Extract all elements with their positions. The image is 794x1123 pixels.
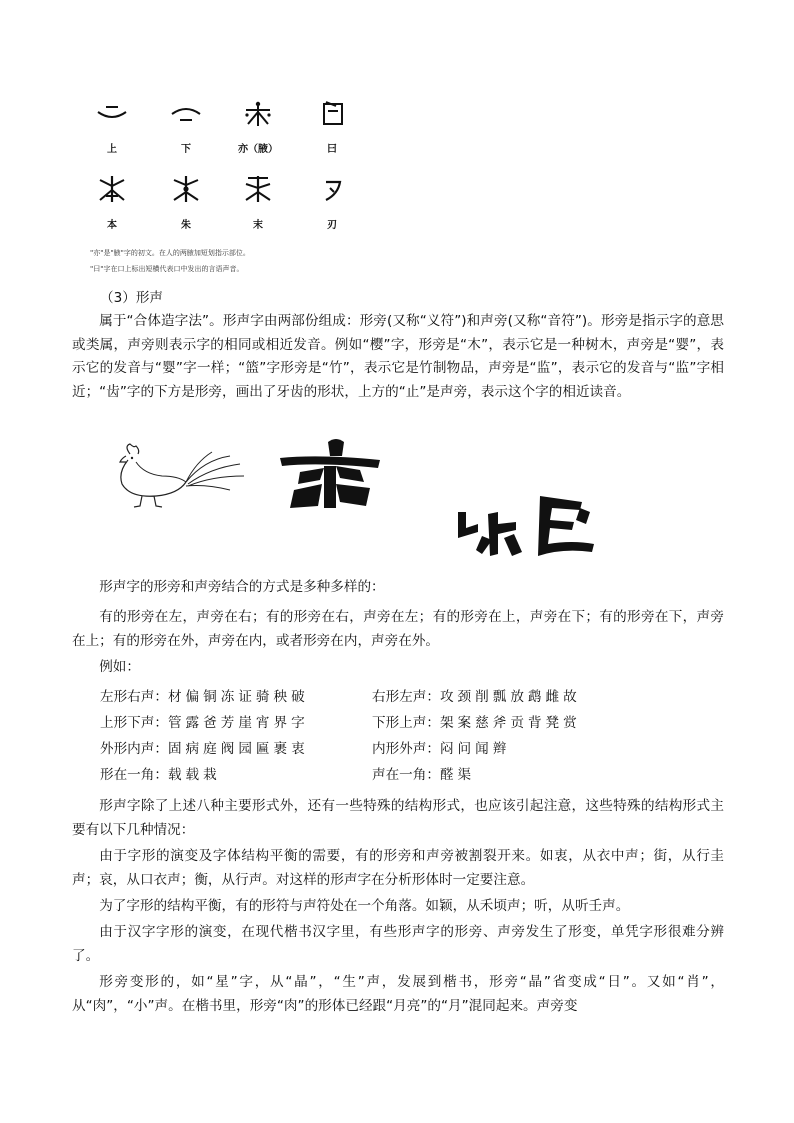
example-top-form-bottom-sound <box>100 711 309 731</box>
glyph-label: 上 <box>107 144 117 155</box>
paragraph-form-change: 由于汉字字形的演变，在现代楷书汉字里，有些形声字的形旁、声旁发生了形变，单凭字形很难分辨了。 <box>72 924 724 964</box>
example-chars: 载载栽 <box>167 767 221 783</box>
glyph-label: 本 <box>107 220 117 231</box>
example-label: 内形外声： <box>372 741 440 757</box>
example-chars: 管露爸芳崖宵界字 <box>167 715 309 731</box>
example-label: 右形左声： <box>372 689 440 705</box>
paragraph-combination-types: 有的形旁在左，声旁在右；有的形旁在右，声旁在左；有的形旁在上，声旁在下；有的形旁在下，声旁在上；有的形旁在外，声旁在内，或者形旁在内，声旁在外。 <box>72 609 724 649</box>
glyph-cell-ben <box>82 174 142 231</box>
example-chars: 醛渠 <box>439 767 476 783</box>
paragraph-split-components: 由于字形的演变及字体结构平衡的需要，有的形旁和声旁被割裂开来。如衷，从衣中声；街，从行圭声；哀，从口衣声；衡，从行声。对这样的形声字在分析形体时一定要注意。 <box>72 848 724 888</box>
section-heading: （3）形声 <box>100 290 164 306</box>
glyph-cell-xia <box>156 100 216 155</box>
example-chars: 材偏铜冻证骑秧破 <box>167 689 309 705</box>
example-right-form-left-sound <box>372 685 581 705</box>
glyph-label: 曰 <box>327 144 337 155</box>
glyph-cell-mo <box>228 174 288 231</box>
glyph-label: 朱 <box>181 220 191 231</box>
example-sound-in-corner <box>372 763 475 783</box>
glyph-label: 下 <box>181 144 191 155</box>
example-left-form-right-sound <box>100 685 309 705</box>
rooster-illustration <box>100 442 248 508</box>
glyph-label: 刃 <box>327 220 337 231</box>
example-outer-form-inner-sound <box>100 737 309 757</box>
example-label: 左形右声： <box>100 689 168 705</box>
ancient-glyph-mo-icon <box>238 174 278 204</box>
glyph-caption-2: "曰"字在口上标出短横代表口中发出的言语声音。 <box>90 265 244 273</box>
ancient-glyph-ben-icon <box>92 174 132 204</box>
example-label: 外形内声： <box>100 741 168 757</box>
glyph-caption-1: "亦"是"腋"字的初文。在人的两腋加短划指示部位。 <box>90 249 250 257</box>
glyph-cell-yue <box>302 100 362 155</box>
ancient-glyph-yi-icon <box>238 100 278 128</box>
example-form-in-corner <box>100 763 221 783</box>
glyph-cell-zhu <box>156 174 216 231</box>
ancient-glyph-zhu-icon <box>166 174 206 204</box>
example-chars: 架案慈斧贡背凳赏 <box>439 715 581 731</box>
glyph-cell-shang <box>82 100 142 155</box>
ancient-glyph-xia-icon <box>166 100 206 128</box>
example-label: 上形下声： <box>100 715 168 731</box>
paragraph-special-forms: 形声字除了上述八种主要形式外，还有一些特殊的结构形式，也应该引起注意，这些特殊的结构形式主要有以下几种情况： <box>72 798 724 838</box>
ancient-glyph-yue-icon <box>312 100 352 128</box>
ancient-glyph-shang-icon <box>92 100 132 128</box>
paragraph-examples-label: 例如： <box>99 659 140 675</box>
ancient-character-ji-icon <box>280 436 390 510</box>
example-label: 声在一角： <box>372 767 440 783</box>
example-chars: 闷问闻辫 <box>439 741 511 757</box>
example-chars: 固病庭阀园匾裹衷 <box>167 741 309 757</box>
paragraph-intro: 属于“合体造字法”。形声字由两部份组成：形旁(又称“义符”)和声旁(又称“音符”)。形旁是指示字的意思或类属，声旁则表示字的相同或相近发音。例如“樱”字，形旁是“木”，表示它是一种树木，声旁是“婴”，表示它的发音与“婴”字一样；“篮”字形旁是“竹”，表示它是竹制物品，声旁是“监”，表示它的发音与“监”字相近；“齿”字的下方是形旁，画出了牙齿的形状，上方的“止”是声旁，表示这个字的相近读音。 <box>72 313 724 400</box>
ancient-glyph-ren-icon <box>312 174 352 204</box>
example-chars: 攻颈削瓢放鹉雌故 <box>439 689 581 705</box>
paragraph-combination-intro: 形声字的形旁和声旁结合的方式是多种多样的： <box>99 579 385 595</box>
glyph-label: 末 <box>253 220 263 231</box>
example-inner-form-outer-sound <box>372 737 510 757</box>
example-bottom-form-top-sound <box>372 711 581 731</box>
ancient-character-chi-icon <box>452 494 612 566</box>
example-label: 下形上声： <box>372 715 440 731</box>
glyph-cell-yi <box>228 100 288 155</box>
paragraph-corner-components: 为了字形的结构平衡，有的形符与声符处在一个角落。如颖，从禾顷声；听，从听壬声。 <box>99 898 630 914</box>
paragraph-radical-variation: 形旁变形的，如“星”字，从“晶”，“生”声，发展到楷书，形旁“晶”省变成“日”。又如“肖”，从“肉”，“小”声。在楷书里，形旁“肉”的形体已经跟“月亮”的“月”混同起来。声旁变 <box>72 974 724 1014</box>
glyph-cell-ren <box>302 174 362 231</box>
example-label: 形在一角： <box>100 767 168 783</box>
glyph-label: 亦（腋） <box>238 144 278 155</box>
